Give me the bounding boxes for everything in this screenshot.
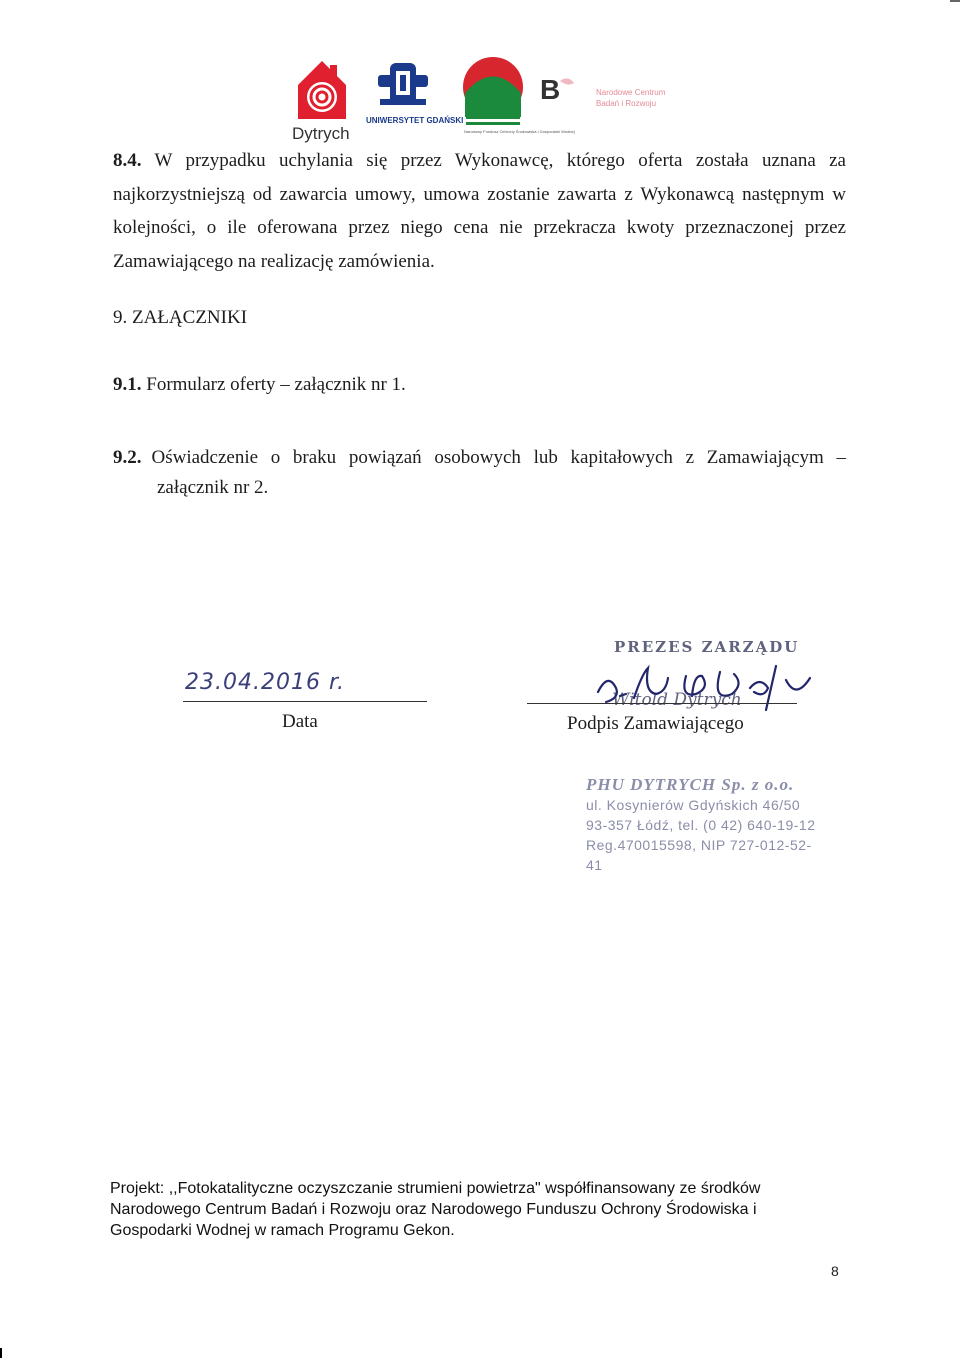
company-name: PHU DYTRYCH Sp. z o.o. — [586, 775, 795, 794]
signature-scribble — [590, 658, 820, 716]
nfos-logo-text: Narodowy Fundusz Ochrony Środowiska i Gospodarki Wodnej — [464, 129, 575, 134]
date-line — [183, 701, 427, 702]
logo-bar — [290, 55, 680, 145]
nfos-logo-icon — [463, 57, 523, 125]
attachment-item-2 — [113, 443, 846, 503]
item-line — [113, 443, 846, 473]
page-number: 8 — [831, 1263, 839, 1279]
svg-text:B: B — [540, 74, 561, 105]
item-text: Oświadczenie o braku powiązań osobowych lub kapitałowych z Zamawiającym – — [151, 447, 846, 468]
ncbr-logo-line2: Badań i Rozwoju — [596, 99, 657, 108]
attachment-item-1 — [113, 374, 406, 396]
ncbr-logo-icon — [540, 74, 574, 105]
partner-logos — [290, 55, 680, 145]
signature-label: Podpis Zamawiającego — [567, 713, 744, 734]
stamp-title: PREZES ZARZĄDU — [614, 638, 800, 656]
item-text: Formularz oferty – załącznik nr 1. — [146, 374, 406, 395]
company-city-phone: 93-357 Łódź, tel. (0 42) 640-19-12 — [586, 817, 816, 833]
university-logo-icon — [378, 63, 428, 105]
dytrych-logo-icon — [298, 61, 346, 119]
project-footer: Projekt: ,,Fotokatalityczne oczyszczanie strumieni powietrza" współfinansowany ze środków Narodowego Centrum Badań i Rozwoju oraz Narodowego Funduszu Ochrony Środowiska i Gospodarki Wodnej w ramach Programu Gekon. — [110, 1180, 761, 1239]
handwritten-date: 23.04.2016 r. — [185, 670, 345, 695]
attachments-heading: 9. ZAŁĄCZNIKI — [113, 307, 248, 328]
ncbr-logo-line1: Narodowe Centrum — [596, 88, 666, 97]
section-8-4 — [113, 144, 846, 278]
stamp-name: Witold Dytrych — [612, 690, 742, 710]
scan-mark — [950, 0, 960, 2]
item-text-continuation: załącznik nr 2. — [157, 477, 269, 498]
dytrych-logo-text: Dytrych — [292, 124, 350, 143]
item-number: 9.2. — [113, 447, 142, 468]
company-address: ul. Kosynierów Gdyńskich 46/50 — [586, 797, 801, 813]
signature-line — [527, 703, 797, 704]
section-text: W przypadku uchylania się przez Wykonawcę, którego oferta została uznana za najkorzystniejszą od zawarcia umowy, umowa zostanie zawarta z Wykonawcą następnym w kolejności, o ile oferowana przez niego cena nie przekracza kwoty przeznaczonej przez Zamawiającego na realizację zamówienia. — [113, 150, 846, 272]
company-registry: Reg.470015598, NIP 727-012-52-41 — [586, 837, 812, 873]
company-stamp — [586, 775, 816, 875]
scan-mark — [0, 1348, 2, 1358]
university-logo-text: UNIWERSYTET GDAŃSKI — [366, 116, 464, 125]
date-label: Data — [282, 711, 318, 732]
section-number: 8.4. — [113, 150, 142, 171]
item-number: 9.1. — [113, 374, 142, 395]
